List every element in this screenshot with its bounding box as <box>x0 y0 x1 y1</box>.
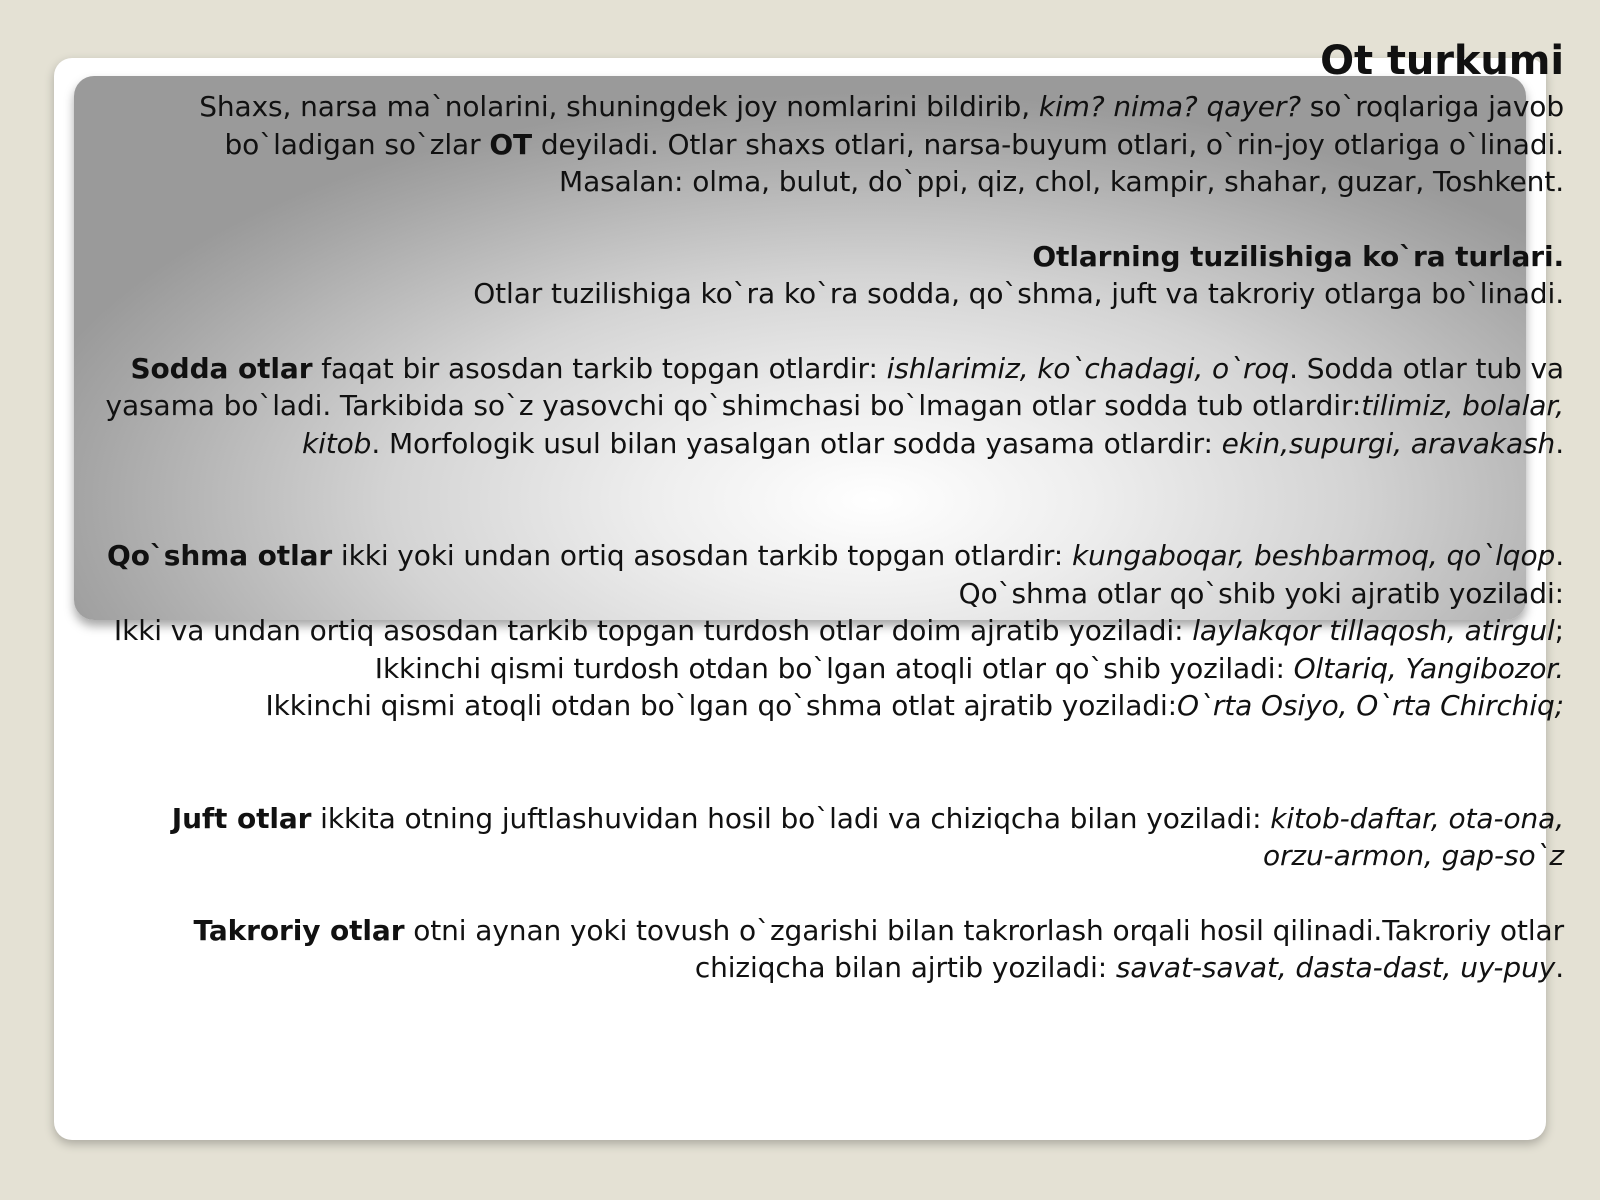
juft-example: kitob-daftar, ota-ona, orzu-armon, gap-so`z <box>1262 801 1564 872</box>
types-heading <box>96 238 1564 276</box>
sodda-text: . Morfologik usul bilan yasalgan otlar sodda yasama otlardir: <box>371 426 1222 460</box>
slide-title: Ot turkumi <box>1320 38 1564 84</box>
spacer <box>96 313 1564 350</box>
takroriy-term: Takroriy otlar <box>193 913 405 947</box>
slide-content <box>96 34 1564 987</box>
sodda-term: Sodda otlar <box>130 351 313 385</box>
sodda-paragraph <box>96 350 1564 463</box>
sodda-text: . <box>1555 426 1564 460</box>
qoshma-example: kungaboqar, beshbarmoq, qo`lqop <box>1071 539 1556 572</box>
takroriy-text: otni aynan yoki tovush o`zgarishi bilan takrorlash orqali hosil qilinadi.Takroriy otlar chiziqcha bilan ajrtib yoziladi: <box>404 913 1564 984</box>
qoshma-rule-1 <box>96 612 1564 650</box>
qoshma-rule-example: O`rta Osiyo, O`rta Chirchiq; <box>1177 689 1564 722</box>
sodda-example: ekin,supurgi, aravakash <box>1221 426 1556 460</box>
takroriy-paragraph <box>96 912 1564 987</box>
takroriy-example: savat-savat, dasta-dast, uy-puy <box>1115 951 1556 984</box>
intro-term: OT <box>489 127 533 161</box>
sodda-example: tilimiz, bolalar, kitob <box>301 389 1564 460</box>
qoshma-rule-text: ; <box>1554 614 1564 647</box>
qoshma-paragraph <box>96 537 1564 612</box>
sodda-text: faqat bir asosdan tarkib topgan otlardir: <box>312 351 887 385</box>
qoshma-term: Qo`shma otlar <box>107 539 333 572</box>
spacer <box>96 201 1564 238</box>
intro-text: so`roqlariga javob bo`ladigan so`zlar <box>224 90 1564 161</box>
qoshma-rule-example: laylakqor tillaqosh, atirgul <box>1192 614 1555 647</box>
spacer <box>96 875 1564 912</box>
sodda-example: ishlarimiz, ko`chadagi, o`roq <box>886 351 1290 385</box>
sodda-text: . Sodda otlar tub va yasama bo`ladi. Tarkibida so`z yasovchi qo`shimchasi bo`lmagan otlar sodda tub otlardir: <box>105 351 1564 422</box>
spacer <box>96 725 1564 800</box>
qoshma-rule-3 <box>96 687 1564 725</box>
intro-example: Masalan: olma, bulut, do`ppi, qiz, chol, kampir, shahar, guzar, Toshkent. <box>559 165 1564 198</box>
juft-paragraph <box>96 800 1564 875</box>
juft-text: ikkita otning juftlashuvidan hosil bo`ladi va chiziqcha bilan yoziladi: <box>311 801 1271 835</box>
types-heading-text: Otlarning tuzilishiga ko`ra turlari. <box>1032 239 1564 273</box>
qoshma-rule-example: Oltariq, Yangibozor. <box>1293 651 1564 685</box>
qoshma-text: ikki yoki undan ortiq asosdan tarkib topgan otlardir: <box>332 539 1072 572</box>
qoshma-rule-text: Ikkinchi qismi turdosh otdan bo`lgan atoqli otlar qo`shib yoziladi: <box>374 651 1294 685</box>
qoshma-rule-text: Ikki va undan ortiq asosdan tarkib topgan turdosh otlar doim ajratib yoziladi: <box>113 614 1193 647</box>
juft-term: Juft otlar <box>171 801 312 835</box>
intro-text: deyiladi. Otlar shaxs otlari, narsa-buyum otlari, o`rin-joy otlariga o`linadi. <box>532 127 1564 161</box>
qoshma-text: . Qo`shma otlar qo`shib yoki ajratib yoziladi: <box>958 539 1564 610</box>
spacer <box>96 462 1564 537</box>
qoshma-rule-2 <box>96 650 1564 688</box>
intro-paragraph <box>96 88 1564 163</box>
takroriy-text: . <box>1555 951 1564 984</box>
intro-questions: kim? nima? qayer? <box>1038 90 1301 123</box>
qoshma-rule-text: Ikkinchi qismi atoqli otdan bo`lgan qo`shma otlat ajratib yoziladi: <box>265 689 1177 722</box>
types-text: Otlar tuzilishiga ko`ra ko`ra sodda, qo`shma, juft va takroriy otlarga bo`linadi. <box>473 277 1564 310</box>
intro-text: Shaxs, narsa ma`nolarini, shuningdek joy nomlarini bildirib, <box>199 90 1039 123</box>
